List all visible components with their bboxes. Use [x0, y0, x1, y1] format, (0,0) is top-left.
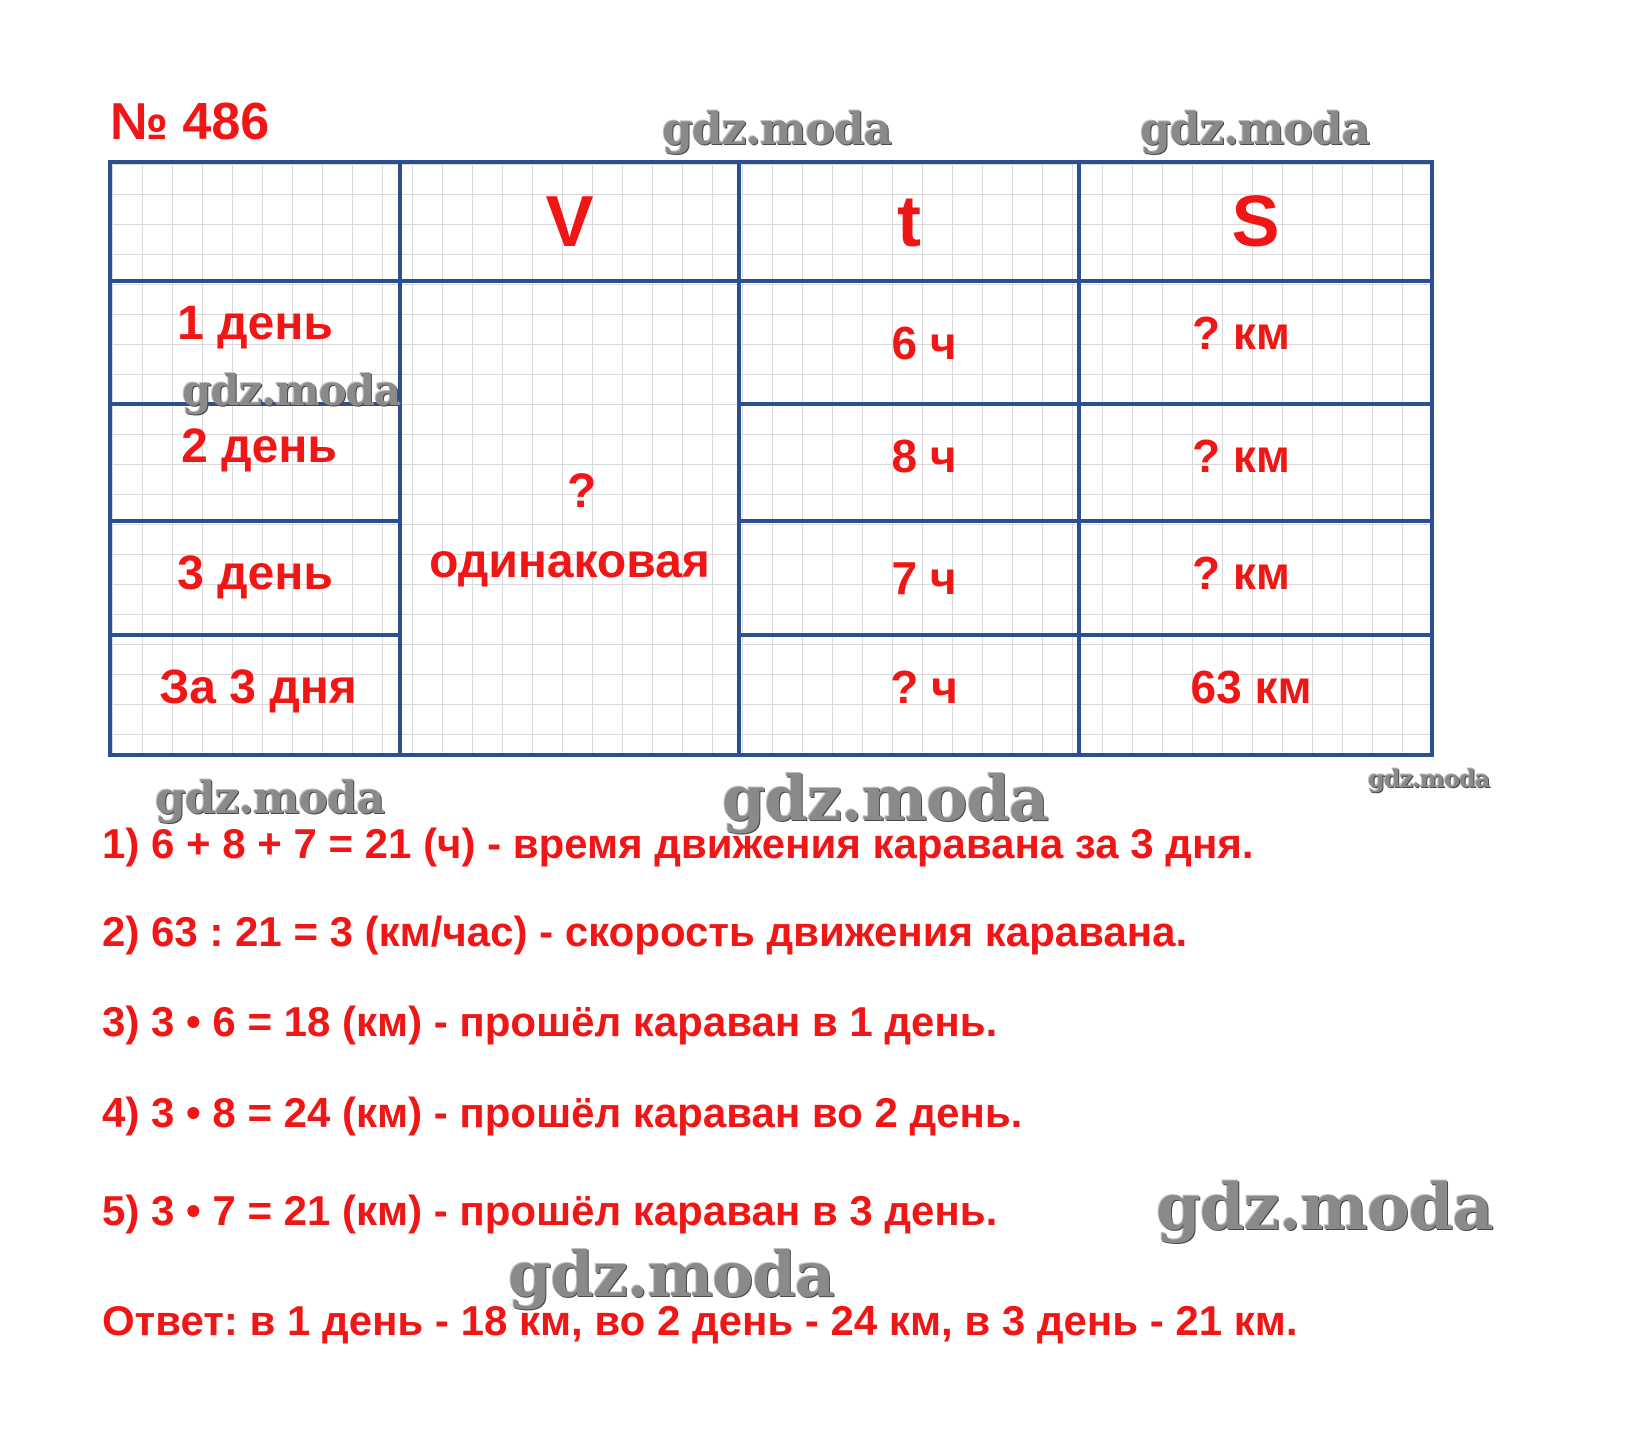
- solution-step-4: 4) 3 • 8 = 24 (км) - прошёл караван во 2 день.: [102, 1089, 1023, 1136]
- watermark: gdz.moda: [508, 1238, 834, 1311]
- speed-question: ?: [567, 465, 597, 518]
- solution-step-2: 2) 63 : 21 = 3 (км/час) - скорость движения каравана.: [102, 908, 1188, 955]
- distance-day3: ? км: [1192, 547, 1290, 599]
- time-day2: 8 ч: [891, 430, 957, 482]
- time-day3: 7 ч: [891, 552, 957, 604]
- watermark: gdz.moda: [1156, 1170, 1493, 1245]
- distance-day1: ? км: [1192, 307, 1290, 359]
- problem-number: № 486: [110, 93, 270, 151]
- answer-line: Ответ: в 1 день - 18 км, во 2 день - 24 км, в 3 день - 21 км.: [102, 1297, 1298, 1344]
- header-s: S: [1231, 181, 1280, 262]
- solution-step-5: 5) 3 • 7 = 21 (км) - прошёл караван в 3 день.: [102, 1187, 998, 1234]
- row-label-day3: 3 день: [177, 546, 333, 600]
- header-t: t: [897, 181, 921, 262]
- watermark: gdz.moda: [155, 773, 385, 824]
- watermark: gdz.moda: [722, 762, 1048, 835]
- time-total: ? ч: [890, 661, 958, 713]
- distance-day2: ? км: [1192, 430, 1290, 482]
- watermark: gdz.moda: [662, 104, 892, 155]
- row-label-total: За 3 дня: [159, 660, 357, 714]
- solution-step-3: 3) 3 • 6 = 18 (км) - прошёл караван в 1 день.: [102, 998, 998, 1045]
- row-label-day1: 1 день: [177, 296, 333, 350]
- watermark: gdz.moda: [182, 366, 401, 415]
- watermark: gdz.moda: [1368, 764, 1490, 793]
- speed-note: одинаковая: [429, 535, 710, 588]
- time-day1: 6 ч: [891, 316, 957, 369]
- watermark: gdz.moda: [1140, 104, 1370, 155]
- header-v: V: [545, 181, 594, 262]
- data-table: [108, 160, 1434, 757]
- solution-step-1: 1) 6 + 8 + 7 = 21 (ч) - время движения каравана за 3 дня.: [102, 820, 1254, 867]
- row-label-day2: 2 день: [181, 419, 337, 473]
- distance-total: 63 км: [1190, 661, 1312, 713]
